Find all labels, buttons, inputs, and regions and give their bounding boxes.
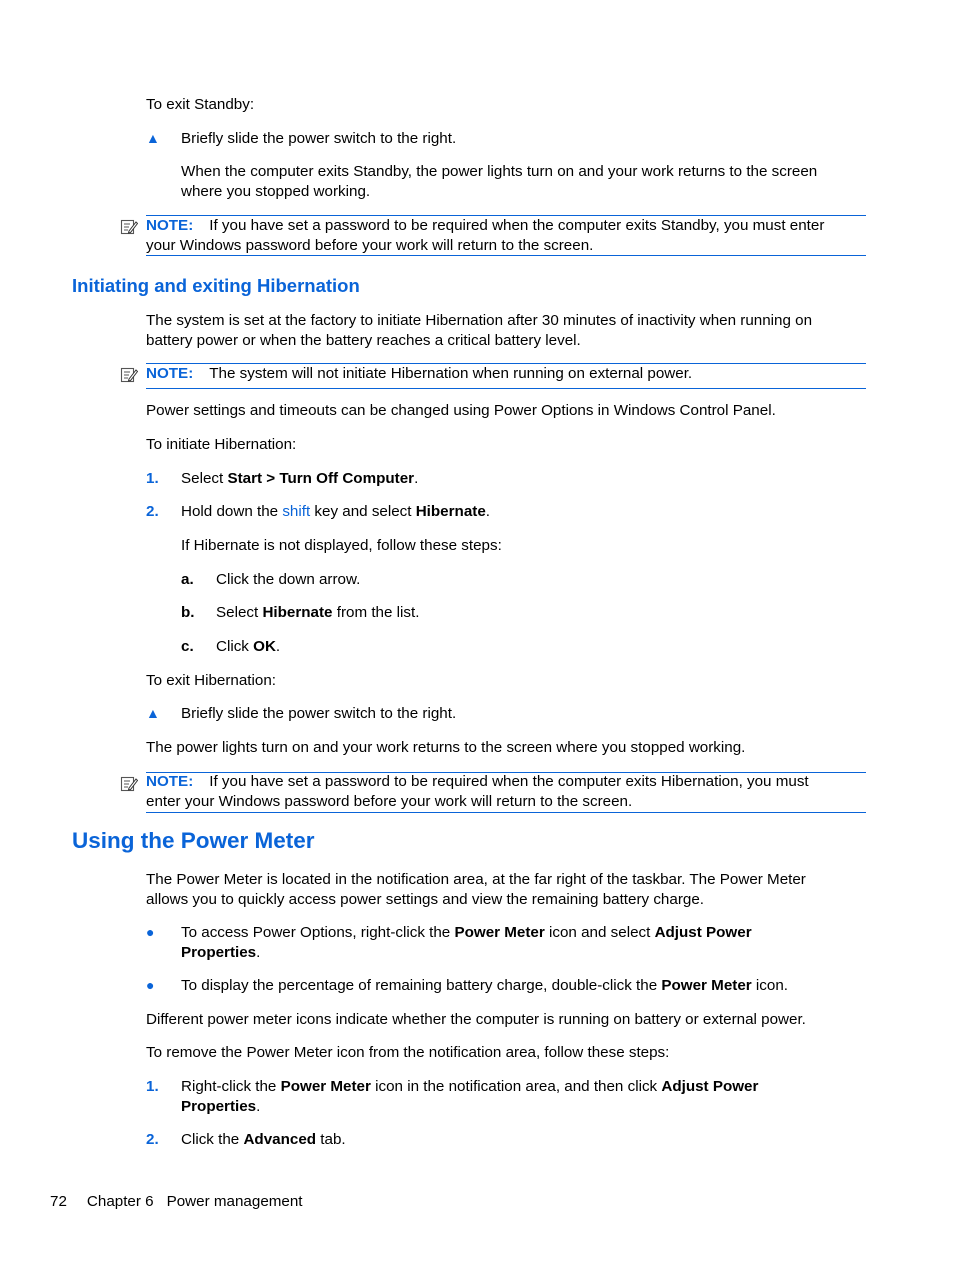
- step-bold: Adjust Power: [661, 1078, 759, 1095]
- hibernation-heading: Initiating and exiting Hibernation: [72, 275, 360, 296]
- note-standby-password: [146, 216, 866, 255]
- step-text: from the list.: [332, 604, 420, 621]
- bullet-bold: Power Meter: [661, 977, 752, 994]
- step-right-click-power-meter: [181, 1077, 866, 1116]
- substep-marker: a.: [181, 571, 194, 588]
- substep-marker: b.: [181, 604, 195, 621]
- bullet-text: icon.: [751, 977, 788, 994]
- bullet-text: To display the percentage of remaining battery charge, double-click the: [181, 977, 662, 994]
- step-bold: Properties: [181, 1097, 257, 1115]
- step-bold: Hibernate: [415, 503, 486, 520]
- step-bold: Power Meter: [280, 1078, 371, 1095]
- step-text: tab.: [316, 1131, 346, 1148]
- step-text: Select: [181, 470, 228, 487]
- hibernation-paragraph: [146, 311, 866, 350]
- substep-marker: c.: [181, 638, 194, 655]
- note-pencil-icon: [120, 218, 138, 236]
- note-text: The system will not initiate Hibernation when running on external power.: [209, 365, 693, 382]
- exit-standby-result: [181, 162, 817, 201]
- power-settings-text: Power settings and timeouts can be changed using Power Options in Windows Control Panel.: [146, 402, 776, 419]
- step-number: 2.: [146, 503, 159, 520]
- bullet-text: icon and select: [544, 924, 655, 941]
- step-number: 1.: [146, 1078, 159, 1095]
- note-line2: your Windows password before your work will return to the screen.: [146, 236, 594, 254]
- exit-hibernation-step: Briefly slide the power switch to the right.: [181, 705, 457, 722]
- power-meter-para-line2: allows you to quickly access power settings and view the remaining battery charge.: [146, 890, 704, 908]
- note-line2: enter your Windows password before your work will return to the screen.: [146, 792, 633, 810]
- page-number: 72: [50, 1193, 67, 1210]
- chapter-title: Power management: [166, 1193, 303, 1210]
- power-meter-icons-text: Different power meter icons indicate whether the computer is running on battery or external power.: [146, 1011, 806, 1028]
- exit-hibernation-result: The power lights turn on and your work returns to the screen where you stopped working.: [146, 739, 746, 756]
- step-text: key and select: [310, 503, 416, 520]
- note-label: NOTE:: [146, 365, 194, 382]
- power-meter-paragraph: [146, 870, 866, 909]
- bullet-dot-icon: ●: [146, 924, 155, 940]
- note-label: NOTE:: [146, 217, 194, 234]
- note-line1: If you have set a password to be required when the computer exits Standby, you must enter: [209, 217, 825, 234]
- bullet-bold: Adjust Power: [654, 924, 752, 941]
- note-bottom-rule: [146, 812, 866, 813]
- exit-standby-result-line1: When the computer exits Standby, the power lights turn on and your work returns to the screen: [181, 163, 818, 180]
- step-text: Click: [216, 638, 254, 655]
- bullet-text: .: [256, 943, 261, 961]
- bullet-bold: Properties: [181, 943, 257, 961]
- step-text: .: [256, 1097, 261, 1115]
- step-click-advanced-tab: [181, 1130, 346, 1150]
- bullet-display-percentage: [181, 976, 788, 996]
- step-number: 2.: [146, 1131, 159, 1148]
- remove-power-meter-intro: To remove the Power Meter icon from the notification area, follow these steps:: [146, 1044, 670, 1061]
- shift-key-link[interactable]: shift: [282, 503, 311, 520]
- exit-standby-intro: To exit Standby:: [146, 96, 255, 113]
- step-text: Click the: [181, 1131, 244, 1148]
- step-text: .: [414, 470, 419, 487]
- exit-standby-result-line2: where you stopped working.: [181, 182, 371, 200]
- step-bold: Advanced: [243, 1131, 317, 1148]
- exit-standby-step: Briefly slide the power switch to the right.: [181, 130, 457, 147]
- triangle-bullet-icon: ▲: [146, 705, 160, 721]
- note-external-power: [146, 364, 866, 384]
- power-meter-heading: Using the Power Meter: [72, 828, 315, 853]
- step-text: .: [275, 638, 281, 655]
- step-bold: Start > Turn Off Computer: [227, 470, 415, 487]
- bullet-dot-icon: ●: [146, 977, 155, 993]
- step-text: Right-click the: [181, 1078, 281, 1095]
- note-pencil-icon: [120, 366, 138, 384]
- triangle-bullet-icon: ▲: [146, 130, 160, 146]
- power-meter-para-line1: The Power Meter is located in the notification area, at the far right of the taskbar. The Power Meter: [146, 871, 806, 888]
- step-text: Hold down the: [181, 503, 283, 520]
- note-hibernation-password: [146, 772, 866, 811]
- initiate-hibernation-intro: To initiate Hibernation:: [146, 436, 297, 453]
- step-text: Select: [216, 604, 263, 621]
- substep-a: Click the down arrow.: [216, 571, 361, 588]
- bullet-bold: Power Meter: [454, 924, 545, 941]
- note-line1: If you have set a password to be required when the computer exits Hibernation, you must: [209, 773, 809, 790]
- bullet-access-power-options: [181, 923, 866, 962]
- substep-b: [216, 603, 419, 623]
- page-footer: [50, 1192, 303, 1212]
- step-text: .: [485, 503, 491, 520]
- step-bold: OK: [253, 638, 276, 655]
- step-select-turn-off: [181, 469, 418, 489]
- exit-hibernation-intro: To exit Hibernation:: [146, 672, 277, 689]
- substep-c: [216, 637, 280, 657]
- note-bottom-rule: [146, 388, 866, 389]
- step-text: icon in the notification area, and then click: [370, 1078, 662, 1095]
- note-pencil-icon: [120, 775, 138, 793]
- step-number: 1.: [146, 470, 159, 487]
- chapter-label: Chapter 6: [86, 1193, 154, 1210]
- note-bottom-rule: [146, 255, 866, 256]
- bullet-text: To access Power Options, right-click the: [181, 924, 455, 941]
- hibernation-para-line1: The system is set at the factory to initiate Hibernation after 30 minutes of inactivity when running on: [146, 312, 813, 329]
- step-hold-shift: [181, 502, 490, 522]
- hibernation-para-line2: battery power or when the battery reaches a critical battery level.: [146, 331, 581, 349]
- note-label: NOTE:: [146, 773, 194, 790]
- step-bold: Hibernate: [262, 604, 333, 621]
- hibernate-not-displayed: If Hibernate is not displayed, follow these steps:: [181, 537, 502, 554]
